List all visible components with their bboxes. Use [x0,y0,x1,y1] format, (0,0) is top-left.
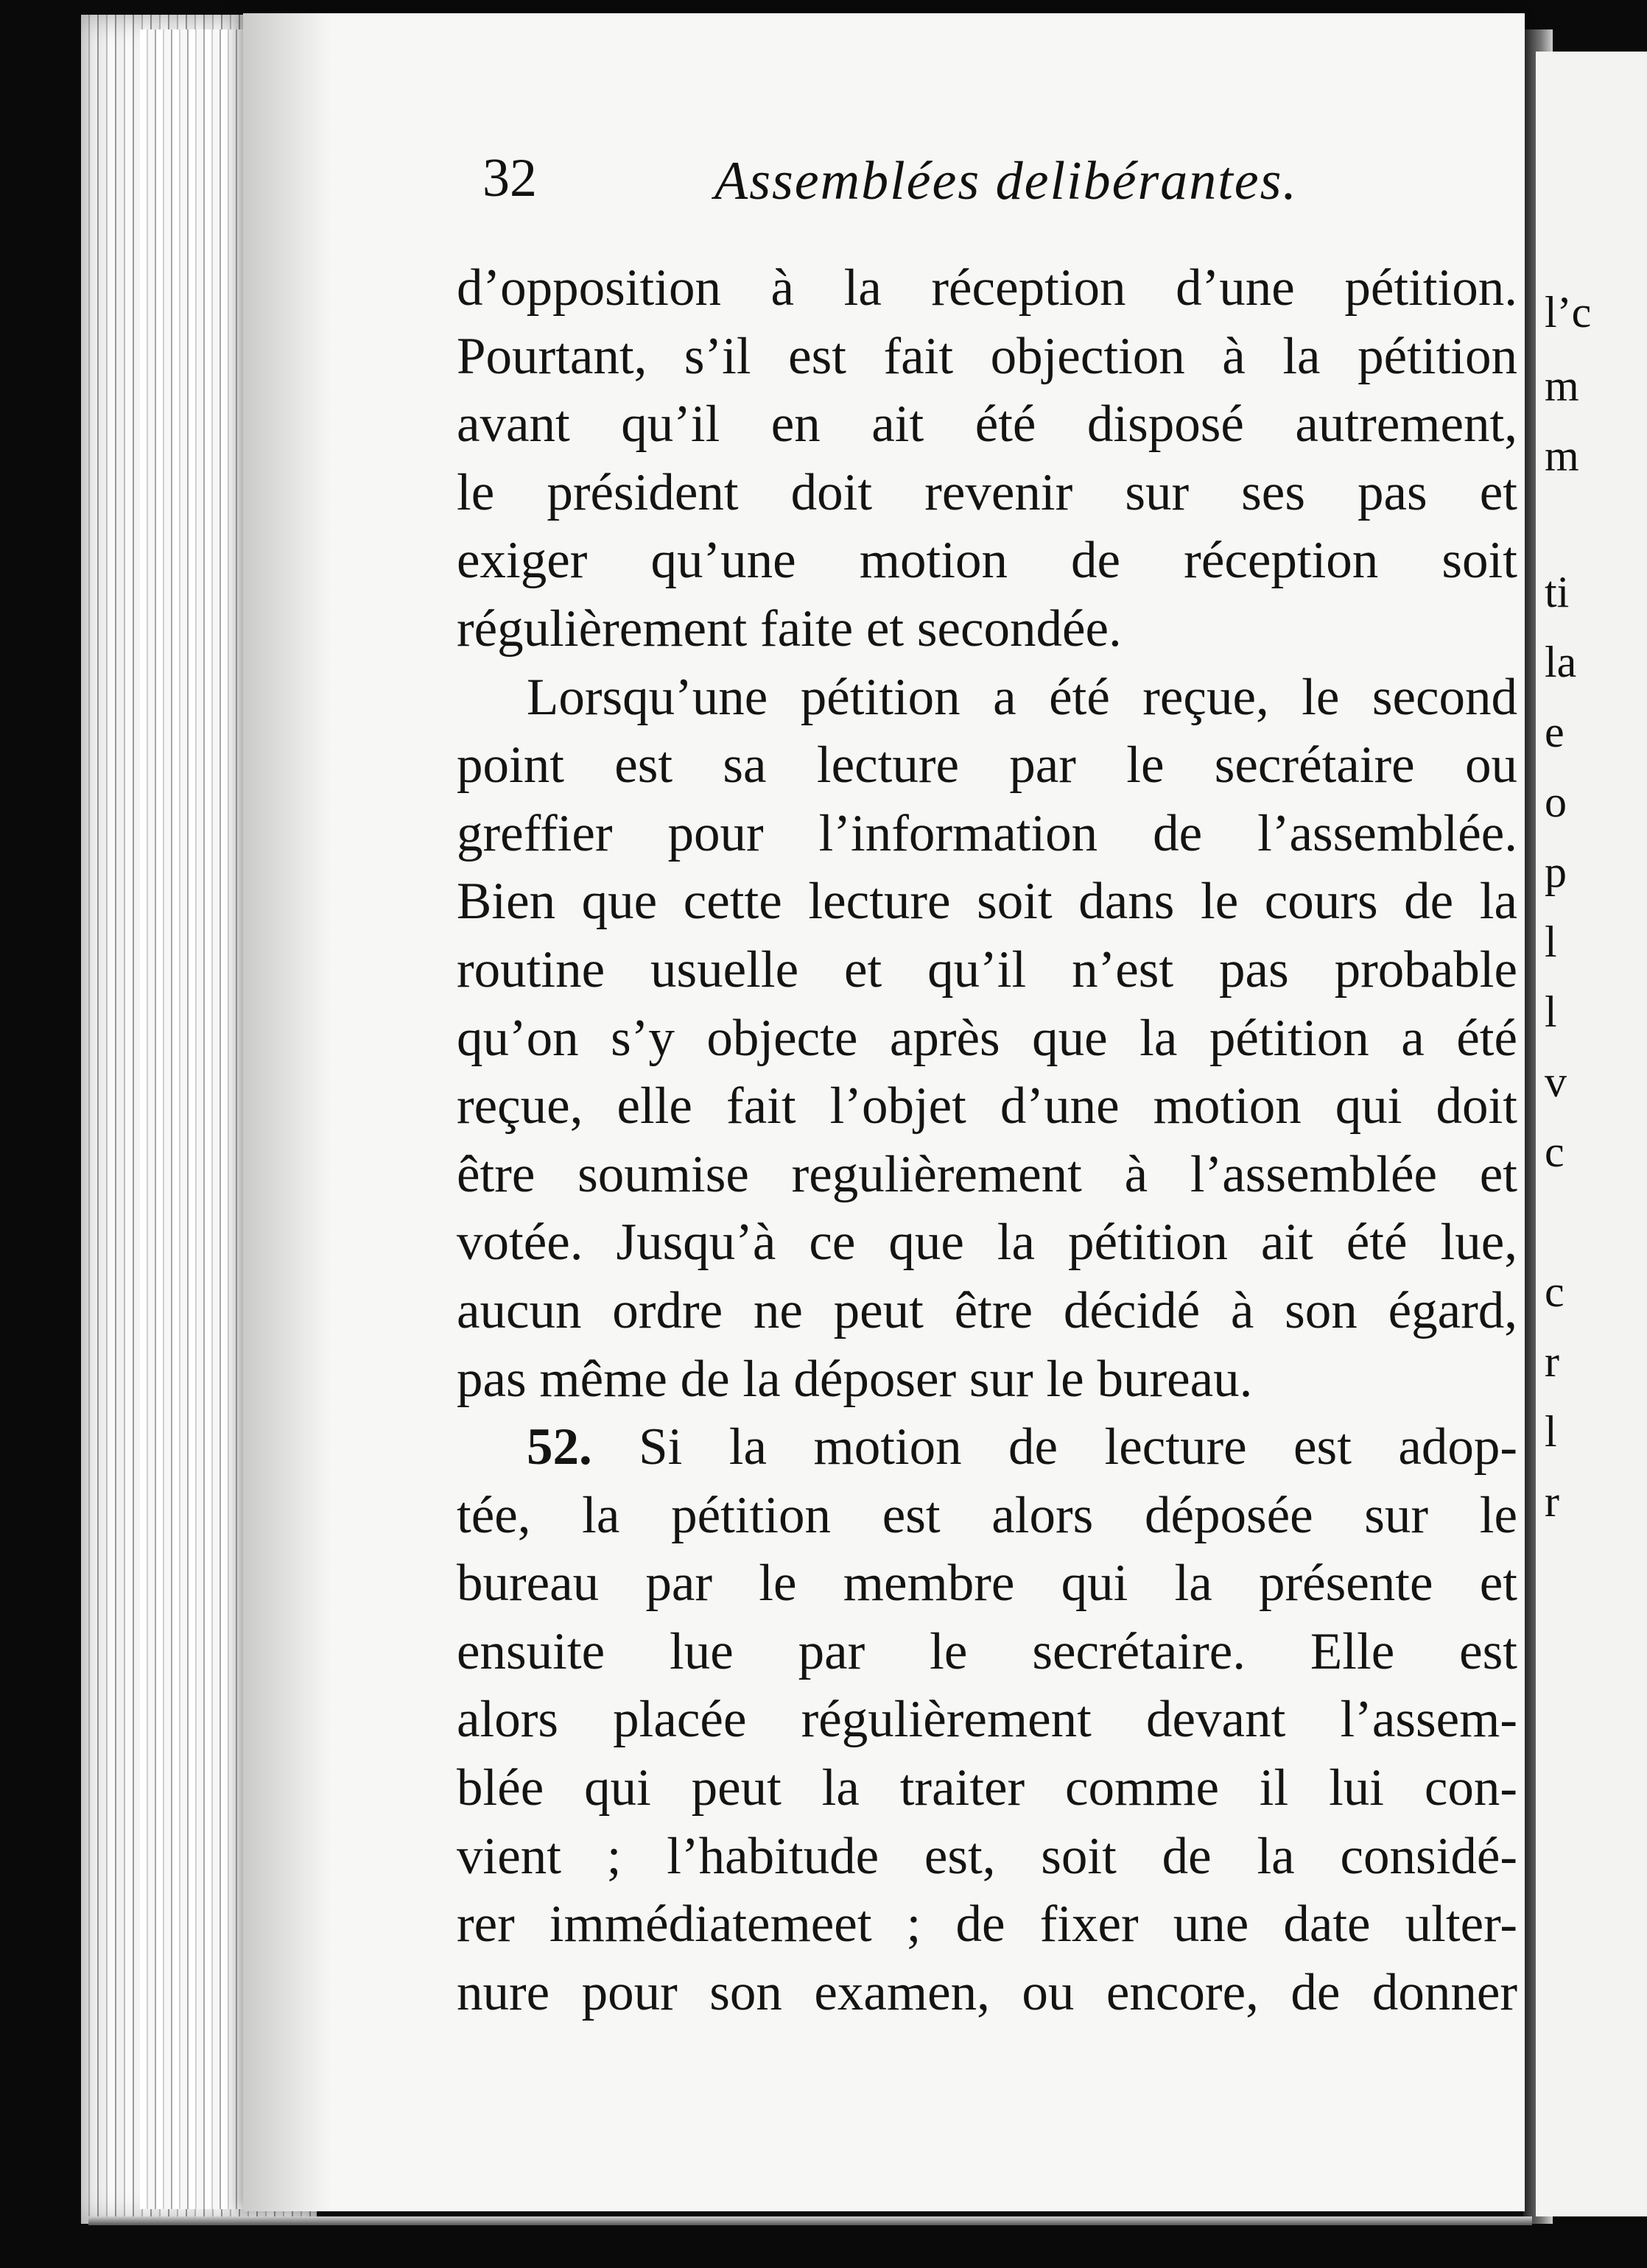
text-line: votée. Jusqu’à ce que la pétition ait été lue, [457,1214,1517,1272]
text-line: avant qu’il en ait été disposé autrement, [457,395,1517,454]
text-line: qu’on s’y objecte après que la pétition a été [457,1009,1517,1067]
facing-fragment: ti [1545,568,1570,616]
text-line: d’opposition à la réception d’une pétition. [457,259,1517,317]
facing-page [1536,52,1647,2216]
text-line: être soumise regulièrement à l’assemblée et [457,1145,1517,1203]
text-line: Pourtant, s’il est fait objection à la pétition [457,327,1517,385]
text-line: pas même de la déposer sur le bureau. [457,1350,1253,1408]
text-line: blée qui peut la traiter comme il lui con- [457,1759,1517,1817]
facing-fragment: e [1545,708,1565,756]
text-line: exiger qu’une motion de réception soit [457,532,1517,590]
facing-fragment: v [1545,1057,1567,1106]
text-line: nure pour son examen, ou encore, de donner [457,1963,1517,2021]
facing-fragment: l [1545,987,1557,1036]
text-line: greffier pour l’information de l’assemblée. [457,804,1517,862]
facing-fragment: l [1545,1407,1557,1456]
facing-fragment: l’c [1545,288,1592,337]
text-line: alors placée régulièrement devant l’assem- [457,1691,1517,1749]
text-line: bureau par le membre qui la présente et [457,1554,1517,1613]
facing-fragment: r [1545,1477,1559,1526]
paragraph-52-first-line [457,1413,1517,1482]
text-line: le président doit revenir sur ses pas et [457,463,1517,521]
text-line: Si la motion de lecture est adop- [639,1418,1517,1476]
text-line: reçue, elle fait l’objet d’une motion qui doit [457,1077,1517,1135]
text-line: régulièrement faite et secondée. [457,599,1122,658]
text-line: rer immédiatemeet ; de fixer une date ulter- [457,1895,1517,1954]
running-title: Assemblées delibérantes. [714,151,1298,211]
text-line: point est sa lecture par le secrétaire ou [457,736,1517,795]
text-line: aucun ordre ne peut être décidé à son égard, [457,1281,1517,1339]
facing-fragment: c [1545,1267,1565,1316]
facing-fragment: m [1545,362,1579,410]
text-line: vient ; l’habitude est, soit de la considé- [457,1827,1517,1885]
facing-fragment: p [1545,848,1567,896]
page-body-text [457,254,1517,2026]
page-number: 32 [482,148,537,208]
facing-fragment: l [1545,918,1557,966]
facing-fragment: r [1545,1337,1559,1386]
text-line: ensuite lue par le secrétaire. Elle est [457,1622,1517,1680]
text-line: tée, la pétition est alors déposée sur le [457,1486,1517,1544]
text-line: Bien que cette lecture soit dans le cours de la [457,873,1517,931]
page-shadow [243,13,331,2211]
book-bottom-edge [88,2216,1532,2225]
facing-fragment: c [1545,1127,1565,1176]
facing-fragment: la [1545,638,1577,686]
facing-fragment: m [1545,432,1579,480]
facing-fragment: o [1545,778,1567,826]
text-line: routine usuelle et qu’il n’est pas probable [457,940,1517,999]
text-line: Lorsqu’une pétition a été reçue, le second [527,668,1517,726]
paragraph-number: 52. [527,1418,592,1476]
